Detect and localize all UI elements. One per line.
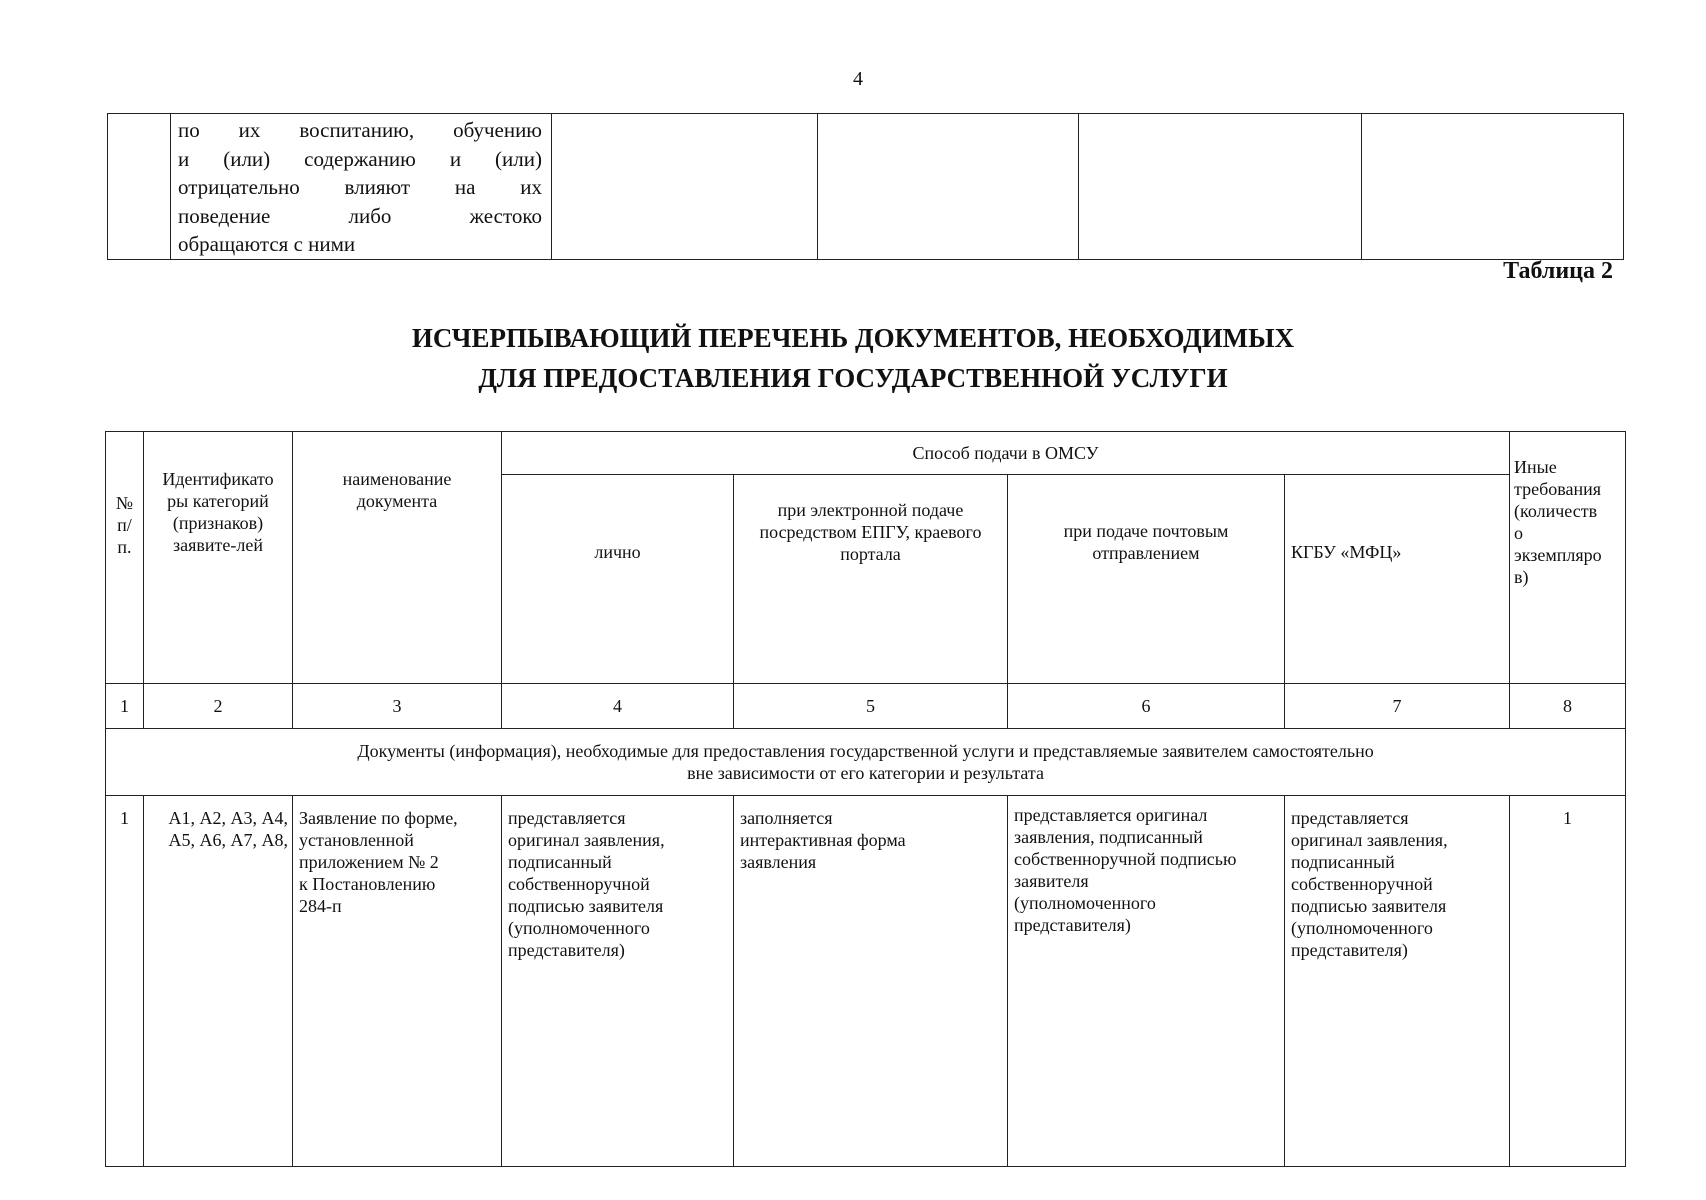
cell-line: А1, А2, А3, А4, (168, 808, 288, 828)
header-line: при электронной подаче (777, 500, 964, 520)
column-number: 2 (144, 684, 293, 729)
header-line: Идентификато (162, 469, 274, 489)
cell-line: представителя) (508, 940, 625, 960)
header-line: о (1514, 523, 1524, 543)
row-in-person (502, 796, 734, 1167)
header-mfc: КГБУ «МФЦ» (1285, 475, 1510, 684)
cell-line: приложением № 2 (299, 852, 439, 872)
cell-line: заявления, подписанный (1014, 827, 1203, 847)
header-line: при подаче почтовым (1063, 521, 1229, 541)
header-in-person: лично (502, 475, 734, 684)
section-line: вне зависимости от его категории и результата (687, 763, 1044, 783)
cell-line: установленной (299, 830, 414, 850)
header-line: (признаков) (172, 513, 264, 533)
cell-line: собственноручной (1291, 874, 1433, 894)
text-line: по их воспитанию, обучению (178, 118, 542, 142)
cell-line: представляется (508, 808, 626, 828)
header-line: документа (356, 491, 438, 511)
cell-line: представляется (1291, 808, 1409, 828)
continuation-text (171, 114, 551, 259)
column-number: 8 (1510, 684, 1626, 729)
column-number: 5 (734, 684, 1008, 729)
cell-line: подписанный (508, 852, 612, 872)
cell-line: подписью заявителя (1291, 896, 1447, 916)
cell-line: (уполномоченного (508, 918, 650, 938)
table-cell (1079, 114, 1362, 260)
table-cell (1362, 114, 1624, 260)
cell-line: заполняется (740, 808, 833, 828)
column-number: 6 (1008, 684, 1285, 729)
header-line: отправлением (1092, 543, 1200, 563)
cell-line: собственноручной (508, 874, 650, 894)
document-title (0, 318, 1706, 398)
column-number: 7 (1285, 684, 1510, 729)
cell-line: оригинал заявления, (508, 830, 665, 850)
header-num (106, 432, 144, 684)
header-line: п/ (117, 515, 132, 535)
header-line: Иные (1514, 457, 1557, 477)
text-line: отрицательно влияют на их (178, 175, 542, 199)
text-line: обращаются с ними (178, 232, 356, 256)
table-row (106, 796, 1626, 1167)
header-line: требования (1514, 479, 1602, 499)
cell-line: А5, А6, А7, А8, (168, 830, 288, 850)
header-document-name (293, 432, 502, 684)
title-line: ИСЧЕРПЫВАЮЩИЙ ПЕРЕЧЕНЬ ДОКУМЕНТОВ, НЕОБХОДИМЫХ (411, 323, 1295, 353)
header-line: портала (840, 544, 901, 564)
cell-line: подписанный (1291, 852, 1395, 872)
section-line: Документы (информация), необходимые для предоставления государственной услуги и представляемые заявителем самостоятельно (357, 741, 1374, 761)
row-other-requirements: 1 (1510, 796, 1626, 1167)
text-line: и (или) содержанию и (или) (178, 146, 542, 171)
page-number: 4 (853, 68, 863, 90)
cell-line: представителя) (1291, 940, 1408, 960)
continuation-table (107, 113, 1624, 260)
row-document-name (293, 796, 502, 1167)
row-postal (1008, 796, 1285, 1167)
header-row (106, 432, 1626, 475)
table-label: Таблица 2 (1503, 258, 1613, 284)
header-line: № (115, 493, 134, 513)
table-cell (108, 114, 171, 260)
header-identifiers (144, 432, 293, 684)
cell-line: представителя) (1014, 915, 1131, 935)
title-line: ДЛЯ ПРЕДОСТАВЛЕНИЯ ГОСУДАРСТВЕННОЙ УСЛУГИ (478, 363, 1228, 393)
section-heading (106, 729, 1626, 796)
header-postal (1008, 475, 1285, 684)
column-number: 1 (106, 684, 144, 729)
cell-line: Заявление по форме, (299, 808, 458, 828)
header-other-requirements (1510, 432, 1626, 684)
header-line: посредством ЕПГУ, краевого (759, 522, 982, 542)
row-number: 1 (106, 796, 144, 1167)
cell-line: 284-п (299, 896, 342, 916)
cell-line: собственноручной подписью (1014, 849, 1237, 869)
section-row (106, 729, 1626, 796)
header-line: (количеств (1514, 501, 1598, 521)
cell-line: (уполномоченного (1014, 893, 1156, 913)
row-mfc (1285, 796, 1510, 1167)
header-line: наименование (342, 469, 452, 489)
header-line: ры категорий (167, 491, 269, 511)
cell-line: оригинал заявления, (1291, 830, 1448, 850)
cell-line: подписью заявителя (508, 896, 664, 916)
table-row (108, 114, 1624, 260)
cell-line: заявителя (1014, 871, 1089, 891)
header-line: в) (1514, 567, 1529, 587)
cell-line: (уполномоченного (1291, 918, 1433, 938)
table-cell (552, 114, 818, 260)
cell-line: заявления (740, 852, 817, 872)
row-electronic (734, 796, 1008, 1167)
row-identifiers (144, 796, 293, 1167)
header-line: заявите-лей (173, 535, 263, 555)
cell-line: к Постановлению (299, 874, 436, 894)
column-numbers-row (106, 684, 1626, 729)
text-line: поведение либо жестоко (178, 203, 542, 228)
table-cell (818, 114, 1079, 260)
column-number: 3 (293, 684, 502, 729)
header-line: экземпляро (1514, 545, 1602, 565)
header-submission-method: Способ подачи в ОМСУ (502, 432, 1510, 475)
header-line: п. (117, 537, 132, 557)
documents-table (105, 431, 1626, 1167)
cell-line: представляется оригинал (1014, 805, 1208, 825)
continuation-text-cell (171, 114, 552, 260)
cell-line: интерактивная форма (740, 830, 906, 850)
header-electronic (734, 475, 1008, 684)
column-number: 4 (502, 684, 734, 729)
